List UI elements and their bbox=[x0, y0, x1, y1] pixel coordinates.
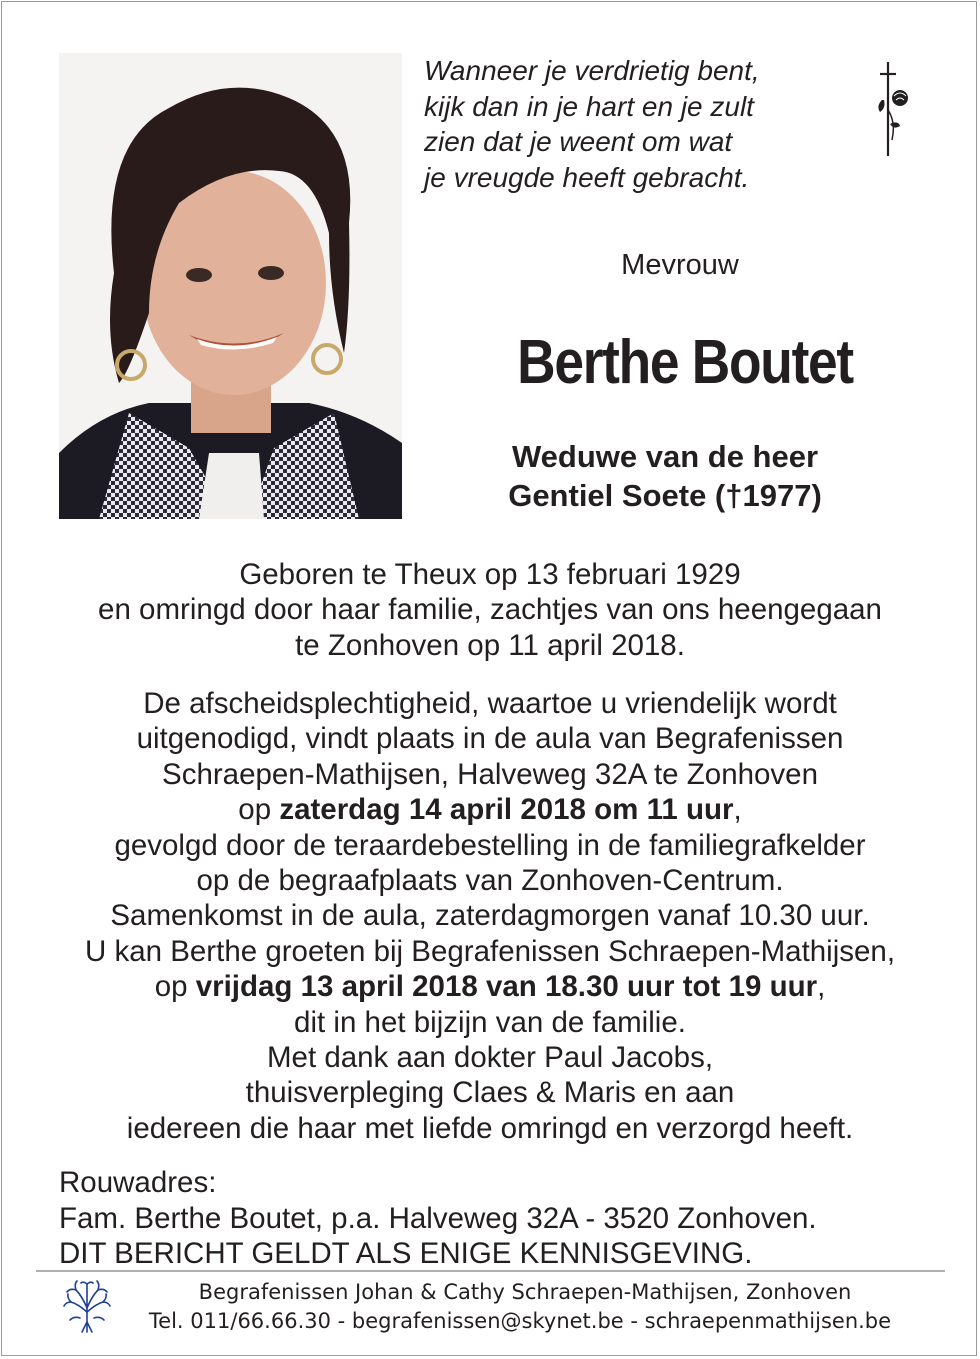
visitation-date-prefix: op bbox=[154, 970, 196, 1004]
portrait-photo bbox=[59, 53, 402, 519]
footer-contact: Tel. 011/66.66.30 - begrafenissen@skynet.be - schraepenmathijsen.be bbox=[148, 1309, 892, 1333]
honorific: Mevrouw bbox=[621, 249, 739, 281]
ceremony-line: gevolgd door de teraardebestelling in de familiegrafkelder bbox=[114, 828, 866, 862]
birth-death-text bbox=[40, 557, 940, 663]
visitation-date-suffix: , bbox=[817, 970, 826, 1004]
footer-company: Begrafenissen Johan & Cathy Schraepen-Mathijsen, Zonhoven bbox=[198, 1280, 852, 1304]
ceremony-line: iedereen die haar met liefde omringd en verzorgd heeft. bbox=[126, 1111, 854, 1145]
ceremony-line: dit in het bijzijn van de familie. bbox=[294, 1005, 686, 1039]
widow-line: Gentiel Soete (†1977) bbox=[508, 478, 822, 513]
tree-logo-icon bbox=[62, 1278, 112, 1334]
birth-line: en omringd door haar familie, zachtjes van ons heengegaan bbox=[98, 593, 882, 627]
ceremony-line: Samenkomst in de aula, zaterdagmorgen vanaf 10.30 uur. bbox=[110, 899, 870, 933]
cross-with-rose-icon bbox=[868, 60, 920, 160]
ceremony-date-line bbox=[40, 792, 940, 827]
ceremony-line: De afscheidsplechtigheid, waartoe u vriendelijk wordt bbox=[143, 687, 837, 720]
ceremony-line: Met dank aan dokter Paul Jacobs, bbox=[266, 1041, 714, 1075]
funeral-home-footer bbox=[110, 1278, 930, 1336]
ceremony-date-suffix: , bbox=[733, 793, 742, 827]
ceremony-line: U kan Berthe groeten bij Begrafenissen Schraepen-Mathijsen, bbox=[84, 934, 896, 968]
ceremony-date: zaterdag 14 april 2018 om 11 uur bbox=[279, 793, 734, 827]
deceased-name: Berthe Boutet bbox=[517, 328, 853, 397]
ceremony-line: op de begraafplaats van Zonhoven-Centrum. bbox=[196, 864, 784, 898]
address-label: Rouwadres: bbox=[59, 1166, 217, 1199]
visitation-date: vrijdag 13 april 2018 van 18.30 uur tot 19 uur bbox=[195, 970, 818, 1004]
ceremony-date-prefix: op bbox=[238, 793, 280, 827]
ceremony-line: thuisverpleging Claes & Maris en aan bbox=[245, 1076, 735, 1110]
poem-line: je vreugde heeft gebracht. bbox=[424, 161, 750, 193]
poem-line: kijk dan in je hart en je zult bbox=[424, 90, 754, 122]
footer-divider bbox=[36, 1270, 945, 1272]
ceremony-line: Schraepen-Mathijsen, Halveweg 32A te Zonhoven bbox=[162, 757, 818, 791]
mourning-address bbox=[59, 1165, 817, 1272]
poem-line: zien dat je weent om wat bbox=[424, 126, 733, 157]
notice-line: DIT BERICHT GELDT ALS ENIGE KENNISGEVING. bbox=[59, 1237, 753, 1270]
visitation-date-line bbox=[40, 969, 940, 1004]
poem bbox=[424, 53, 844, 195]
widow-of bbox=[440, 437, 890, 515]
poem-line: Wanneer je verdrietig bent, bbox=[424, 55, 760, 86]
widow-line: Weduwe van de heer bbox=[511, 439, 819, 474]
birth-line: Geboren te Theux op 13 februari 1929 bbox=[239, 558, 741, 591]
ceremony-line: uitgenodigd, vindt plaats in de aula van Begrafenissen bbox=[136, 722, 844, 756]
ceremony-text bbox=[40, 686, 940, 1146]
birth-line: te Zonhoven op 11 april 2018. bbox=[295, 628, 685, 662]
address-line: Fam. Berthe Boutet, p.a. Halveweg 32A - 3520 Zonhoven. bbox=[59, 1201, 817, 1235]
